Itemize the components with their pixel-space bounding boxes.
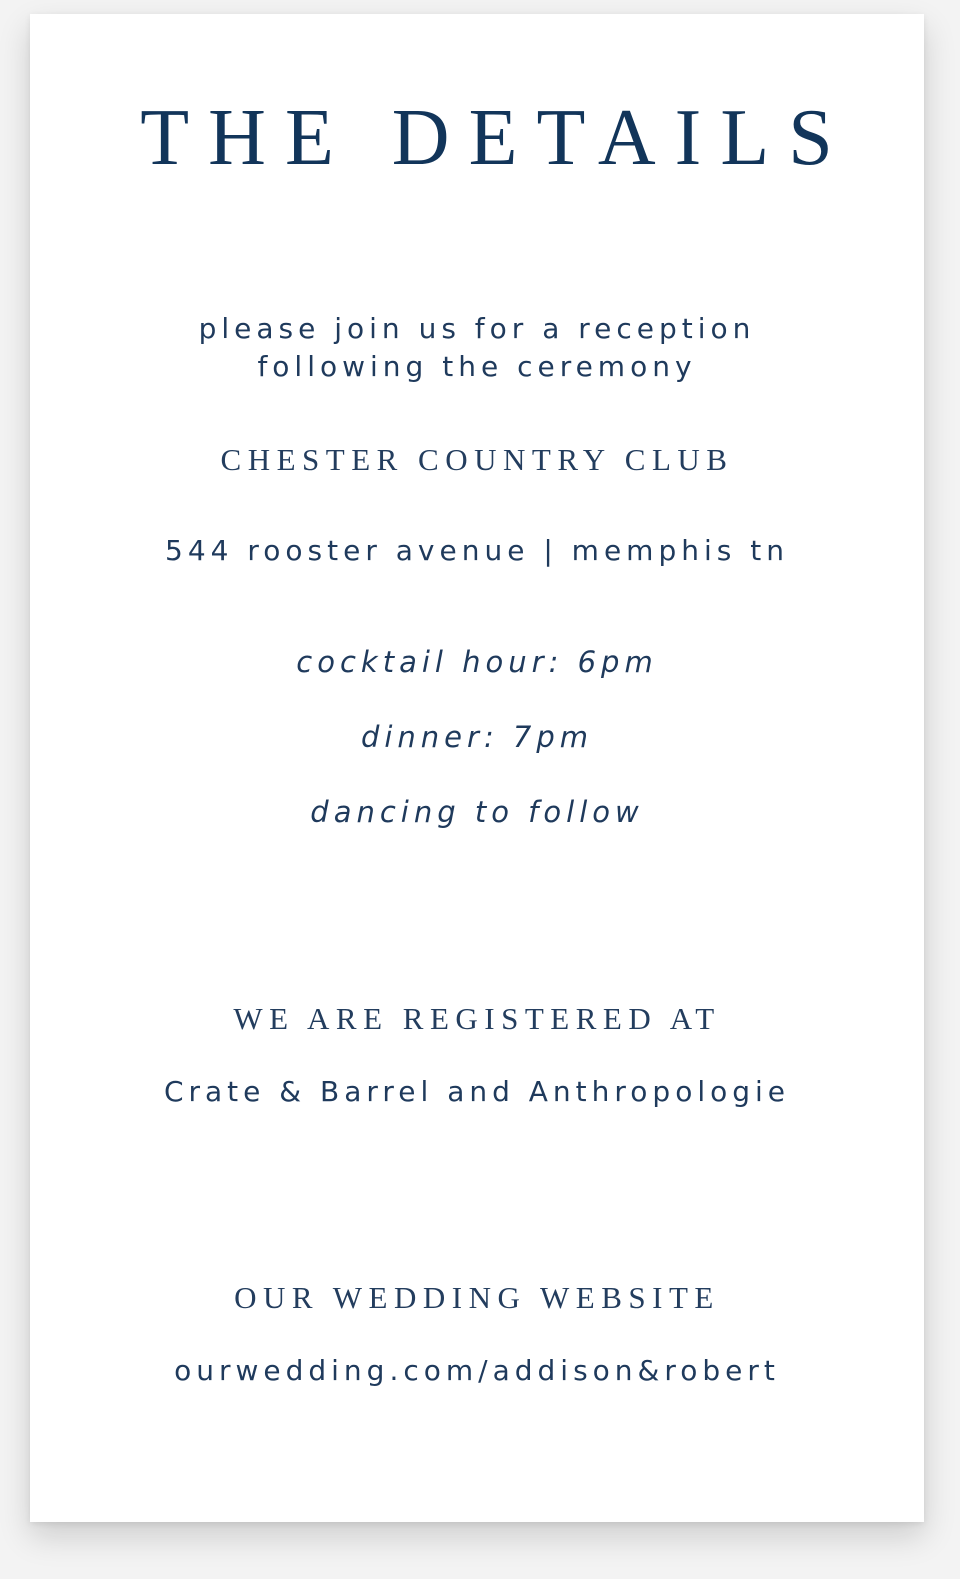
website-heading: OUR WEDDING WEBSITE	[234, 1280, 720, 1315]
registry-stores: Crate & Barrel and Anthropologie	[163, 1075, 791, 1108]
website-url: ourwedding.com/addison&robert	[174, 1354, 780, 1387]
venue-address: 544 rooster avenue | memphis tn	[165, 534, 789, 567]
schedule-dinner: dinner: 7pm	[360, 720, 594, 754]
details-card	[30, 14, 924, 1522]
schedule-dancing: dancing to follow	[310, 795, 644, 829]
venue-name: CHESTER COUNTRY CLUB	[220, 442, 734, 477]
card-title: THE DETAILS	[140, 94, 852, 182]
reception-invite-line-2: following the ceremony	[257, 350, 697, 383]
schedule-cocktail-hour: cocktail hour: 6pm	[296, 645, 658, 679]
reception-invite-line-1: please join us for a reception	[198, 312, 756, 345]
registry-heading: WE ARE REGISTERED AT	[233, 1001, 721, 1036]
